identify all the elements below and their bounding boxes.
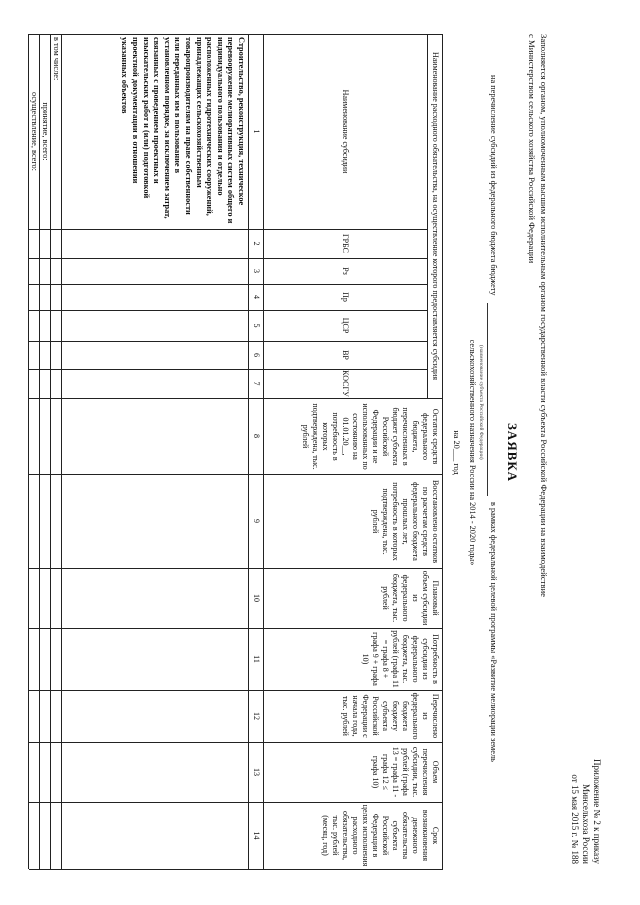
appendix-line-2: Минсельхоза России [581,784,591,864]
col-number-12: 12 [252,712,261,720]
header-pr: Пр [341,292,350,302]
col-number-1: 1 [252,129,261,134]
col-number-3: 3 [252,269,261,273]
col-number-10: 10 [252,594,261,602]
col-number-2: 2 [252,241,261,246]
header-csr: ЦСР [341,317,350,334]
header-col-9: Восстановлено остатков по расчетам средств федерального бюджета прошлых лет, потребность в которых подтверждена, тыс. рублей [371,480,440,563]
header-subsidy-name: Наименование субсидии [341,89,350,174]
header-col-10: Плановый объем субсидии из федерального бюджета, тыс. рублей [381,570,440,626]
header-col-12: Перечислено из федерального бюджета бюджету субъекта Российской Федерации с начала года, тыс. рублей [341,692,440,740]
header-col-11: Потребность в субсидии из федерального бюджета, тыс. рублей (графа 11 = графа 8 + графа 9 + графа 10) [361,630,440,688]
subtitle-prefix: на перечисление субсидий из федерального бюджета бюджету [489,75,498,296]
header-col-13: Объем перечисления субсидии, тыс. рублей (графа 13 = графа 11 - графа 12 ≤ графа 10) [371,746,440,798]
col-number-13: 13 [252,768,261,776]
subtitle-line-2: сельскохозяйственного назначения России на 2014 - 2020 годы» [468,339,477,566]
table-row-implemented-total: осуществление, всего: [30,92,39,171]
header-vr: ВР [341,350,350,360]
subject-blank-line [487,303,488,496]
col-number-9: 9 [252,519,261,523]
header-col-8: Остаток средств федерального бюджета, перечисленных в бюджет субъекта Российской Федерации и не использованных по состоянию на 01.01.20__, потребность в которых подтверждена, тыс. рублей [301,403,440,470]
page-title: ЗАЯВКА [505,422,520,483]
header-col-14: Срок возникновения денежного обязательства субъекта Российской Федерации в целях исполнения расходного обязательства, тыс. рублей (месяц, год) [321,804,440,867]
table-row-main-subsidy: Строительство, реконструкция, техническое перевооружение мелиоративных систем общего и индивидуального пользования и отдельно расположенных гидротехнических сооружений, принадлежащих сельскохозяйственным товаропроизводителям на праве собственности или переданных им в пользование в установленном порядке, за исключением затрат, связанных с проведением проектных и изыскательских работ и (или) подготовкой проектной документации в отношении указанных объектов [120,37,246,224]
col-number-4: 4 [252,295,261,299]
header-grbs: ГРБС [341,234,350,253]
col-number-8: 8 [252,434,261,438]
filled-by-line-1: Заполняется органом, уполномоченным высшим исполнительным органом государственной власти субъекта Российской Федерации на взаимодействие [539,34,549,598]
subject-blank-caption: (наименование субъекта Российской Федерации) [478,345,484,460]
appendix-line-1: Приложение № 2 к приказу [592,759,602,864]
table-row-accepted-total: принятие, всего: [41,102,50,161]
subtitle-suffix: в рамках федеральной целевой программы «Развитие мелиорации земель [489,502,498,762]
col-number-7: 7 [252,381,261,386]
header-rz: Рз [341,267,350,275]
subtitle-year: на 20___ год [452,430,461,475]
table-row-including: в том числе: [52,37,61,81]
header-group-obligation: Наименование расходного обязательства, на осуществление которого предоставляется субсидия [431,51,440,381]
header-kosgu: КОСГУ [341,370,350,397]
filled-by-line-2: с Министерством сельского хозяйства Российской Федерации [527,34,537,264]
col-number-14: 14 [252,831,261,840]
col-number-5: 5 [252,323,261,328]
appendix-line-3: от 15 мая 2015 г. № 188 [570,774,580,864]
col-number-11: 11 [252,655,261,663]
col-number-6: 6 [252,353,261,357]
